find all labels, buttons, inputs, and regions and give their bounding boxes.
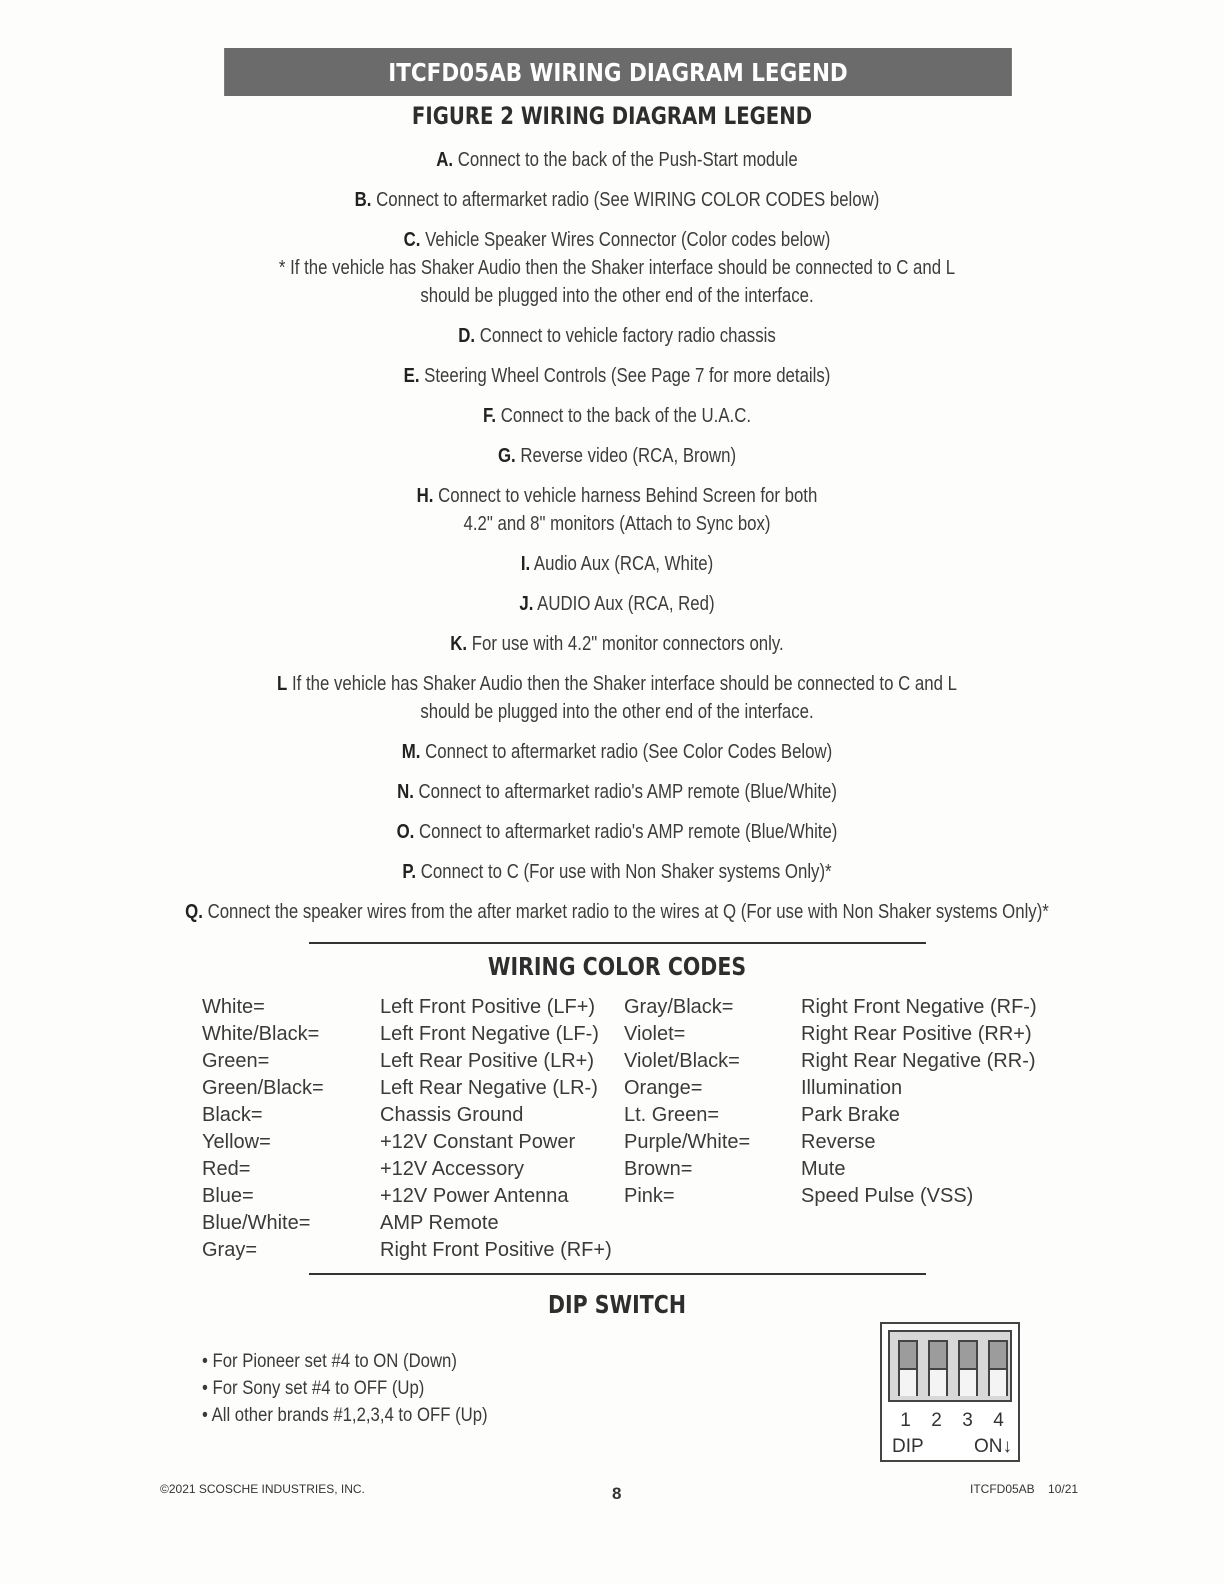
legend-key: E. xyxy=(403,365,420,387)
wire-function: Reverse xyxy=(801,1131,876,1153)
legend-text: AUDIO Aux (RCA, Red) xyxy=(533,593,715,615)
legend-key: F. xyxy=(482,405,497,427)
legend-key: D. xyxy=(458,325,476,347)
legend-key: G. xyxy=(497,445,516,467)
legend-item xyxy=(99,778,1136,806)
dip-notes xyxy=(202,1348,527,1429)
legend-item xyxy=(99,186,1136,214)
legend-text: Connect the speaker wires from the after market radio to the wires at Q (For use with Non Shaker systems Only)* xyxy=(202,901,1049,923)
dip-switch-2 xyxy=(928,1340,948,1396)
legend-text: should be plugged into the other end of the interface. xyxy=(420,701,814,723)
wire-function: Right Front Negative (RF-) xyxy=(801,996,1037,1018)
legend-key: P. xyxy=(402,861,417,883)
wire-function: +12V Power Antenna xyxy=(380,1185,569,1207)
wire-color: Brown= xyxy=(624,1158,693,1180)
dip-number: 3 xyxy=(962,1410,973,1431)
wire-function: Right Front Positive (RF+) xyxy=(380,1239,612,1261)
legend-item xyxy=(99,670,1136,698)
divider-bottom xyxy=(309,1273,926,1275)
figure-title: FIGURE 2 WIRING DIAGRAM LEGEND xyxy=(411,102,813,130)
wire-color: Black= xyxy=(202,1104,263,1126)
wire-color: Gray= xyxy=(202,1239,258,1261)
legend-text: Connect to aftermarket radio's AMP remote (Blue/White) xyxy=(414,821,838,843)
page-number: 8 xyxy=(612,1484,622,1503)
legend-item xyxy=(99,442,1136,470)
copyright: ©2021 SCOSCHE INDUSTRIES, INC. xyxy=(160,1482,365,1496)
dip-switch-labels xyxy=(892,1436,1012,1458)
legend-item xyxy=(99,282,1136,310)
legend-item xyxy=(99,898,1136,926)
dip-note: • All other brands #1,2,3,4 to OFF (Up) xyxy=(202,1405,488,1426)
legend-key: H. xyxy=(416,485,434,507)
legend-item xyxy=(99,818,1136,846)
legend-item xyxy=(99,590,1136,618)
wire-color: Blue= xyxy=(202,1185,254,1207)
legend-item xyxy=(99,254,1136,282)
wire-function: Right Rear Positive (RR+) xyxy=(801,1023,1032,1045)
legend-text: Connect to C (For use with Non Shaker systems Only)* xyxy=(416,861,832,883)
legend-item xyxy=(99,698,1136,726)
legend-item xyxy=(99,362,1136,390)
legend-key: Q. xyxy=(185,901,203,923)
dip-switch-1 xyxy=(898,1340,918,1396)
wire-color: Violet/Black= xyxy=(624,1050,740,1072)
legend-text: 4.2" and 8" monitors (Attach to Sync box) xyxy=(463,513,771,535)
legend-key: A. xyxy=(436,149,454,171)
on-label: ON↓ xyxy=(974,1436,1012,1457)
wire-color: White= xyxy=(202,996,265,1018)
wire-color: Green/Black= xyxy=(202,1077,324,1099)
dip-switch-numbers xyxy=(890,1410,1014,1432)
legend-item xyxy=(99,510,1136,538)
dip-switch-4 xyxy=(988,1340,1008,1396)
legend-text: Audio Aux (RCA, White) xyxy=(530,553,714,575)
legend-text: For use with 4.2" monitor connectors only. xyxy=(467,633,784,655)
legend-key: B. xyxy=(354,189,372,211)
divider-top xyxy=(309,942,926,944)
dip-number: 1 xyxy=(900,1410,911,1431)
legend-text: should be plugged into the other end of the interface. xyxy=(420,285,814,307)
legend-text: Steering Wheel Controls (See Page 7 for more details) xyxy=(419,365,831,387)
legend-item xyxy=(99,738,1136,766)
legend-key: J. xyxy=(519,593,534,615)
dip-note: • For Pioneer set #4 to ON (Down) xyxy=(202,1351,457,1372)
wire-function: Park Brake xyxy=(801,1104,900,1126)
wire-function: Chassis Ground xyxy=(380,1104,524,1126)
legend-key: O. xyxy=(396,821,415,843)
wire-function: Right Rear Negative (RR-) xyxy=(801,1050,1036,1072)
legend-text: Connect to vehicle factory radio chassis xyxy=(475,325,776,347)
wire-function: Speed Pulse (VSS) xyxy=(801,1185,974,1207)
left-colors-column xyxy=(202,994,324,1264)
color-codes-title: WIRING COLOR CODES xyxy=(487,952,747,981)
legend-text: Connect to aftermarket radio (See WIRING COLOR CODES below) xyxy=(371,189,880,211)
dip-number: 2 xyxy=(931,1410,942,1431)
document-code: ITCFD05AB 10/21 xyxy=(970,1482,1079,1496)
right-functions-column xyxy=(801,994,1037,1210)
legend-key: K. xyxy=(450,633,468,655)
wire-function: Left Front Negative (LF-) xyxy=(380,1023,599,1045)
legend-key: M. xyxy=(401,741,421,763)
dip-label: DIP xyxy=(892,1436,924,1457)
legend-item xyxy=(99,482,1136,510)
wire-function: +12V Accessory xyxy=(380,1158,524,1180)
legend-item xyxy=(99,858,1136,886)
legend-item xyxy=(99,630,1136,658)
wire-color: Orange= xyxy=(624,1077,703,1099)
legend-text: If the vehicle has Shaker Audio then the Shaker interface should be connected to C and L xyxy=(287,673,957,695)
legend-key: C. xyxy=(403,229,421,251)
legend-item xyxy=(99,226,1136,254)
legend-text: Connect to the back of the Push-Start module xyxy=(453,149,798,171)
wire-color: Gray/Black= xyxy=(624,996,734,1018)
legend-text: Connect to aftermarket radio's AMP remote (Blue/White) xyxy=(413,781,837,803)
dip-switch-title: DIP SWITCH xyxy=(547,1290,686,1319)
legend-item xyxy=(99,146,1136,174)
left-functions-column xyxy=(380,994,612,1264)
wire-color: White/Black= xyxy=(202,1023,320,1045)
wire-color: Pink= xyxy=(624,1185,675,1207)
legend-text: Connect to aftermarket radio (See Color Codes Below) xyxy=(420,741,833,763)
legend-text: * If the vehicle has Shaker Audio then the Shaker interface should be connected to C and L xyxy=(278,257,956,279)
legend-text: Connect to vehicle harness Behind Screen for both xyxy=(433,485,818,507)
wire-color: Lt. Green= xyxy=(624,1104,720,1126)
page-banner: ITCFD05AB WIRING DIAGRAM LEGEND xyxy=(224,48,1012,96)
legend-text: Reverse video (RCA, Brown) xyxy=(515,445,737,467)
dip-number: 4 xyxy=(993,1410,1004,1431)
wire-color: Purple/White= xyxy=(624,1131,751,1153)
wire-color: Blue/White= xyxy=(202,1212,311,1234)
legend-text: Vehicle Speaker Wires Connector (Color codes below) xyxy=(420,229,831,251)
legend-text: Connect to the back of the U.A.C. xyxy=(496,405,752,427)
legend-item xyxy=(99,322,1136,350)
wire-function: Mute xyxy=(801,1158,846,1180)
legend-key: I. xyxy=(520,553,531,575)
legend-item xyxy=(99,402,1136,430)
legend-key: N. xyxy=(397,781,414,803)
wire-color: Red= xyxy=(202,1158,251,1180)
legend-key: L xyxy=(277,673,288,695)
wire-color: Yellow= xyxy=(202,1131,271,1153)
right-colors-column xyxy=(624,994,750,1210)
wire-color: Violet= xyxy=(624,1023,686,1045)
dip-switch-bank xyxy=(888,1330,1012,1402)
wire-color: Green= xyxy=(202,1050,270,1072)
wire-function: AMP Remote xyxy=(380,1212,499,1234)
wire-function: Left Rear Positive (LR+) xyxy=(380,1050,594,1072)
dip-switch-3 xyxy=(958,1340,978,1396)
dip-note: • For Sony set #4 to OFF (Up) xyxy=(202,1378,425,1399)
wire-function: Left Front Positive (LF+) xyxy=(380,996,596,1018)
wire-function: Left Rear Negative (LR-) xyxy=(380,1077,598,1099)
wire-function: +12V Constant Power xyxy=(380,1131,576,1153)
legend-item xyxy=(99,550,1136,578)
wire-function: Illumination xyxy=(801,1077,903,1099)
dip-switch-diagram xyxy=(880,1322,1020,1462)
